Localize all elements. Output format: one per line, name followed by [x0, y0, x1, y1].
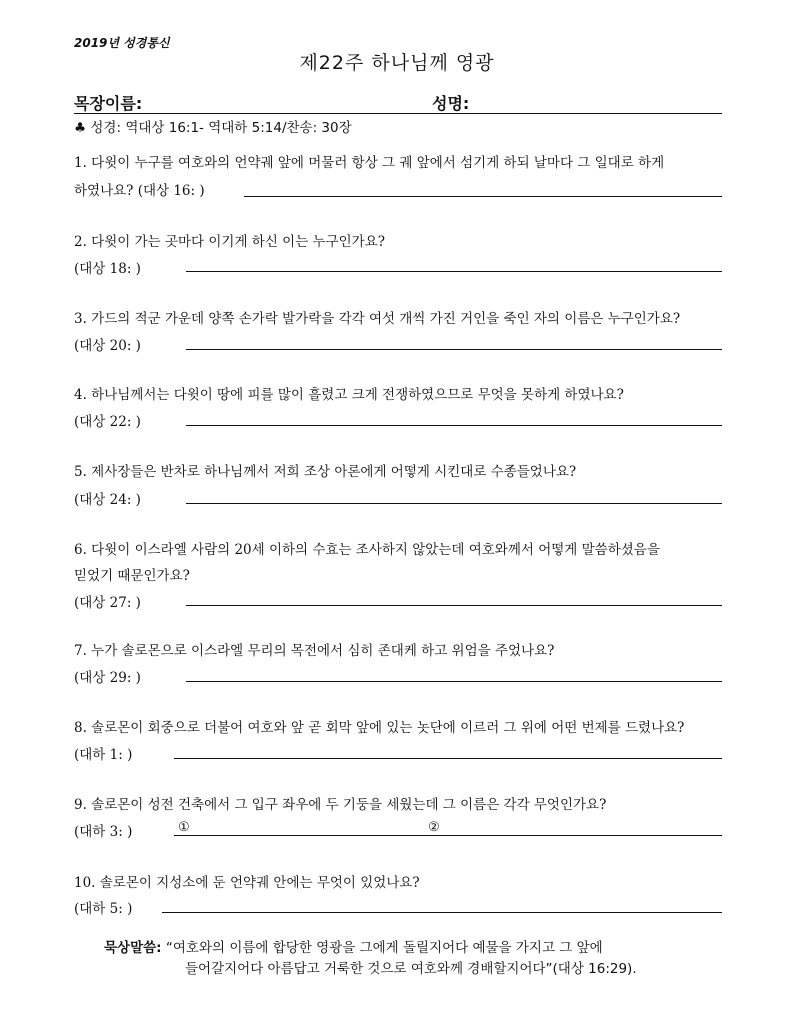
question-8-ref: (대하 1: ) [74, 747, 133, 763]
answer-2-marker: ② [428, 820, 440, 835]
question-4-ref: (대상 22: ) [74, 414, 141, 430]
question-3: 3. 가드의 적군 가운데 양쪽 손가락 발가락을 각각 여섯 개씩 가진 거인을 죽인 자의 이름은 누구인가요? [74, 311, 681, 327]
question-2: 2. 다윗이 가는 곳마다 이기게 하신 이는 누구인가요? [74, 234, 385, 250]
brand-label: 2019년 성경통신 [74, 36, 170, 50]
question-1: 1. 다윗이 누구를 여호와의 언약궤 앞에 머물러 항상 그 궤 앞에서 섬기게 하되 날마다 그 일대로 하게 [74, 155, 665, 171]
memory-verse-line-1: “여호와의 이름에 합당한 영광을 그에게 돌릴지어다 예물을 가지고 그 앞에 [165, 940, 603, 956]
answer-line-5[interactable] [186, 503, 722, 504]
question-7: 7. 누가 솔로몬으로 이스라엘 무리의 목전에서 심히 존대케 하고 위엄을 주었나요? [74, 643, 555, 659]
team-name-label: 목장이름: [74, 94, 143, 113]
answer-line-7[interactable] [186, 681, 722, 682]
question-2-ref: (대상 18: ) [74, 261, 141, 277]
question-5: 5. 제사장들은 반차로 하나님께서 저희 조상 아론에게 어떻게 시킨대로 수종들었나요? [74, 464, 577, 480]
question-8: 8. 솔로몬이 회중으로 더불어 여호와 앞 곧 회막 앞에 있는 놋단에 이르러 그 위에 어떤 번제를 드렸나요? [74, 720, 685, 736]
question-6-ref: (대상 27: ) [74, 595, 141, 611]
question-1-cont: 하였나요? (대상 16: ) [74, 183, 205, 199]
answer-line-9[interactable] [174, 835, 722, 836]
question-9: 9. 솔로몬이 성전 건축에서 그 입구 좌우에 두 기둥을 세웠는데 그 이름은 각각 무엇인가요? [74, 797, 607, 813]
memory-verse-line-2: 들어갈지어다 아름답고 거룩한 것으로 여호와께 경배할지어다”(대상 16:29). [185, 961, 637, 977]
header-underline [74, 113, 722, 114]
reading-assignment: ♣ 성경: 역대상 16:1- 역대하 5:14/찬송: 30장 [74, 120, 352, 136]
page-title: 제22주 하나님께 영광 [299, 52, 495, 74]
answer-line-10[interactable] [162, 912, 722, 913]
question-6-cont: 믿었기 때문인가요? [74, 568, 190, 584]
student-name-label: 성명: [432, 94, 470, 113]
question-3-ref: (대상 20: ) [74, 338, 141, 354]
question-4: 4. 하나님께서는 다윗이 땅에 피를 많이 흘렸고 크게 전쟁하였으므로 무엇을 못하게 하였나요? [74, 387, 624, 403]
answer-1-marker: ① [178, 820, 190, 835]
answer-line-1[interactable] [244, 196, 722, 197]
answer-line-3[interactable] [186, 349, 722, 350]
question-9-ref: (대하 3: ) [74, 824, 133, 840]
memory-verse [74, 938, 734, 980]
answer-line-6[interactable] [186, 605, 722, 606]
answer-line-4[interactable] [186, 425, 722, 426]
question-10: 10. 솔로몬이 지성소에 둔 언약궤 안에는 무엇이 있었나요? [74, 875, 420, 891]
question-10-ref: (대하 5: ) [74, 901, 133, 917]
question-5-ref: (대상 24: ) [74, 492, 141, 508]
memory-verse-label: 묵상말씀: [104, 940, 162, 956]
answer-line-2[interactable] [186, 271, 722, 272]
answer-line-8[interactable] [174, 758, 722, 759]
question-6: 6. 다윗이 이스라엘 사람의 20세 이하의 수효는 조사하지 않았는데 여호와께서 어떻게 말씀하셨음을 [74, 542, 660, 558]
question-7-ref: (대상 29: ) [74, 670, 141, 686]
